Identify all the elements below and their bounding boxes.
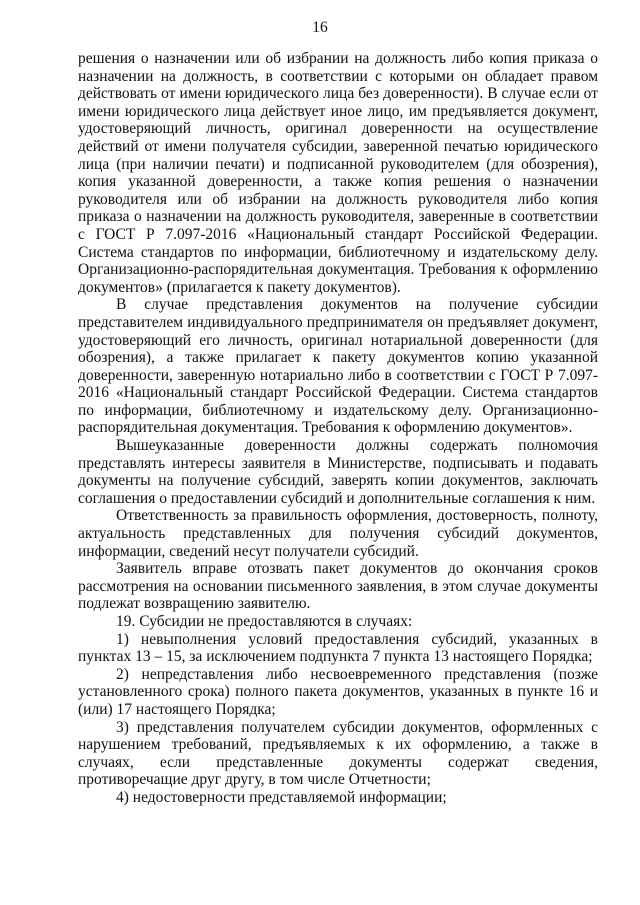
paragraph-representative-documents: решения о назначении или об избрании на должность либо копия приказа о назначении на должность, в соответствии с которыми он обладает правом действовать от имени юридического лица без доверенности). В случае если от имени юридического лица действует иное лицо, им предъявляется документ, удостоверяющий личность, оригинал доверенности на осуществление действий от имени получателя субсидии, заверенной печатью юридического лица (при наличии печати) и подписанной руководителем (для обозрения), копия указанной доверенности, а также копия решения о назначении руководителя или об избрании на должность руководителя либо копия приказа о назначении на должность руководителя, заверенные в соответствии с ГОСТ Р 7.097-2016 «Национальный стандарт Российской Федерации. Система стандартов по информации, библиотечному и издательскому делу. Организационно-распорядительная документация. Требования к оформлению документов» (прилагается к пакету документов). (78, 50, 598, 296)
list-item-1: 1) невыполнения условий предоставления субсидий, указанных в пунктах 13 – 15, за исключением подпункта 7 пункта 13 настоящего Порядка; (78, 630, 598, 666)
paragraph-clause-19: 19. Субсидии не предоставляются в случаях: (116, 613, 413, 630)
paragraph-powers-of-attorney: Вышеуказанные доверенности должны содержать полномочия представлять интересы заявителя в Министерстве, подписывать и подавать документы на получение субсидий, заверять копии документов, заключать соглашения о предоставлении субсидий и дополнительные соглашения к ним. (78, 437, 598, 507)
list-item-3: 3) представления получателем субсидии документов, оформленных с нарушением требований, предъявляемых к их оформлению, а также в случаях, если представленные документы содержат сведения, противоречащие друг другу, в том числе Отчетности; (78, 718, 598, 789)
page-number: 16 (312, 19, 328, 36)
paragraph-individual-entrepreneur: В случае представления документов на получение субсидии представителем индивидуального предпринимателя он предъявляет документ, удостоверяющий его личность, оригинал нотариальной доверенности (для обозрения), а также прилагает к пакету документов копию указанной доверенности, заверенную нотариально либо в соответствии с ГОСТ Р 7.097-2016 «Национальный стандарт Российской Федерации. Система стандартов по информации, библиотечному и издательскому делу. Организационно-распорядительная документация. Требования к оформлению документов». (78, 296, 598, 437)
paragraph-withdrawal: Заявитель вправе отозвать пакет документов до окончания сроков рассмотрения на основании письменного заявления, в этом случае документы подлежат возвращению заявителю. (78, 560, 598, 613)
list-item-4: 4) недостоверности представляемой информации; (116, 788, 447, 806)
document-body (78, 50, 598, 807)
paragraph-responsibility: Ответственность за правильность оформления, достоверность, полноту, актуальность представленных для получения субсидий документов, информации, сведений несут получатели субсидий. (78, 507, 598, 560)
list-item-2: 2) непредставления либо несвоевременного представления (позже установленного срока) полного пакета документов, указанных в пункте 16 и (или) 17 настоящего Порядка; (78, 665, 598, 718)
